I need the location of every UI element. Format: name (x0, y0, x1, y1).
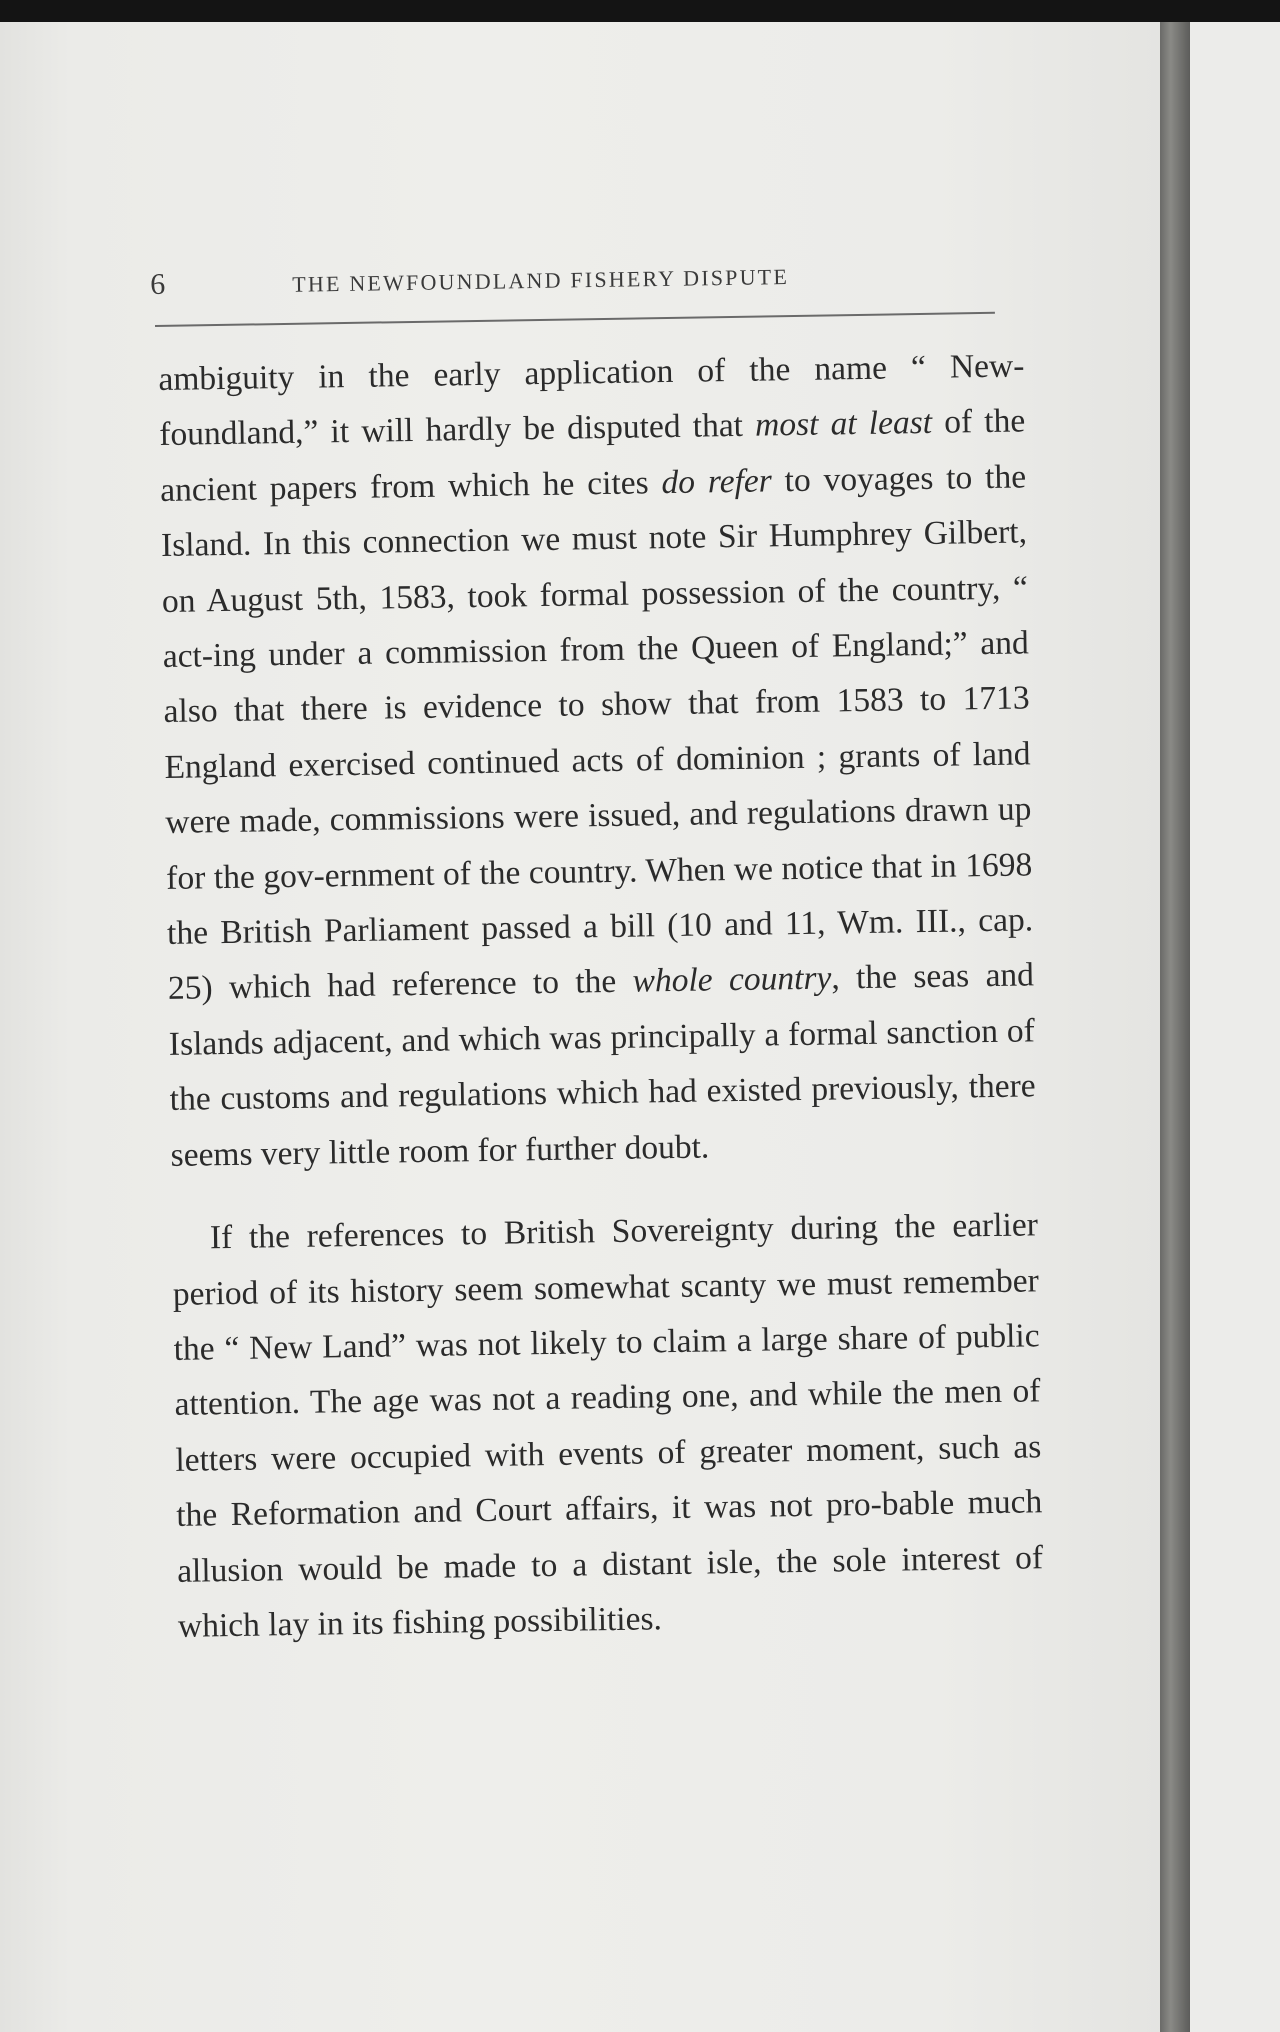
paragraph-1 (158, 338, 1037, 1183)
running-head: THE NEWFOUNDLAND FISHERY DISPUTE (292, 263, 790, 297)
text-segment: ambiguity in the early application of the name “ New-foundland,” it will hardly be disputed that (158, 347, 1025, 454)
text-segment: to voyages to the Island. In this connection we must note Sir Humphrey Gilbert, on August 5th, 1583, took formal possession of the country, “ act-ing under a commission from the Queen of England;” and also that there is evidence to show that from 1583 to 1713 England exercised continued acts of dominion ; grants of land were made, commissions were issued, and regulations drawn up for the gov-ernment of the country. When we notice that in 1698 the British Parliament passed a bill (10 and 11, Wm. III., cap. 25) which had reference to the (160, 458, 1034, 1008)
text-segment: If the references to British Sovereignty during the earlier period of its history seem somewhat scanty we must remember the “ New Land” was not likely to claim a large share of public attention. The age was not a reading one, and while the men of letters were occupied with events of greater moment, such as the Reformation and Court affairs, it was not pro-bable much allusion would be made to a distant isle, the sole interest of which lay in its fishing possibilities. (172, 1206, 1044, 1645)
scan-right-margin (1190, 22, 1280, 2032)
italic-segment: most at least (754, 404, 933, 445)
text-segment: , the seas and Islands adjacent, and which was principally a formal sanction of the customs and regulations which had existed previously, there seems very little room for further doubt. (168, 956, 1036, 1174)
italic-segment: do refer (661, 462, 773, 501)
italic-segment: whole country (632, 959, 832, 1001)
page-edge-shadow (1160, 22, 1190, 2032)
text-segment: of the ancient papers from which he cites (159, 402, 1026, 509)
body-text (158, 338, 1044, 1654)
page-number: 6 (150, 267, 166, 301)
paragraph-2 (171, 1197, 1044, 1654)
